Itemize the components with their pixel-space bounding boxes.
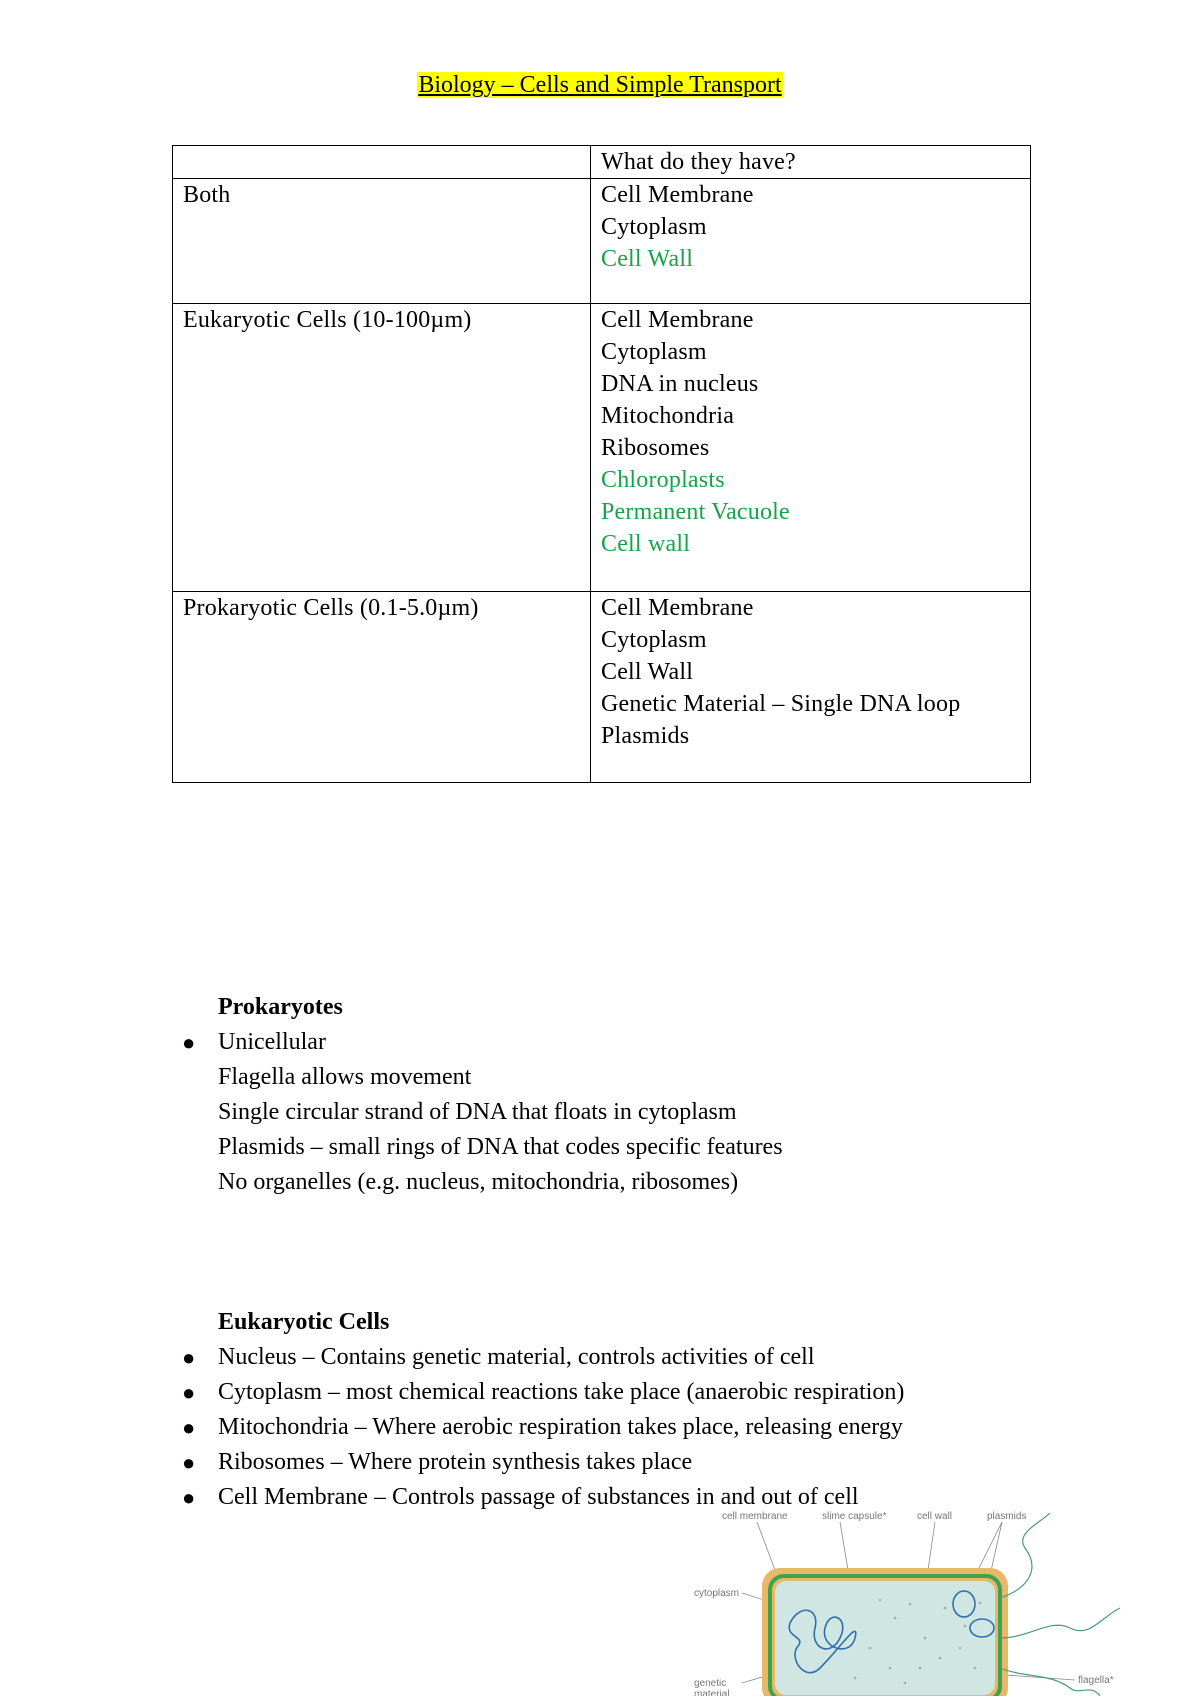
list-item [180, 1130, 783, 1165]
list-item: Permanent Vacuole [601, 499, 790, 525]
prokaryotic-cell-diagram [680, 1508, 1130, 1696]
list-item: Plasmids [601, 723, 690, 749]
list-item-text: Ribosomes – Where protein synthesis takes place [218, 1449, 693, 1475]
list-item [180, 1025, 783, 1060]
table-row [173, 304, 1031, 592]
list-item: Cell Membrane [601, 595, 754, 621]
list-item: Cell Wall [601, 246, 694, 272]
table-header-row [173, 146, 1031, 179]
bullet-icon: ● [182, 1030, 196, 1055]
bullet-icon: ● [182, 1415, 196, 1440]
label-cell-wall: cell wall [917, 1511, 953, 1522]
list-item-text: Nucleus – Contains genetic material, controls activities of cell [218, 1344, 815, 1370]
list-item [180, 1410, 904, 1445]
label-flagella: flagella* [1078, 1675, 1114, 1686]
list-item: Mitochondria [601, 403, 735, 429]
row-items-prokaryotic [591, 592, 1031, 783]
list-item-text: Plasmids – small rings of DNA that codes specific features [218, 1134, 783, 1160]
row-items-eukaryotic [591, 304, 1031, 592]
cell-comparison-table [172, 145, 1031, 783]
bullet-icon: ● [182, 1485, 196, 1510]
list-item: Cell wall [601, 531, 691, 557]
list-item [180, 1060, 783, 1095]
row-items-both [591, 179, 1031, 304]
list-item: Cytoplasm [601, 339, 707, 365]
list-item-text: Mitochondria – Where aerobic respiration takes place, releasing energy [218, 1414, 903, 1440]
label-genetic-material-2: material [694, 1689, 730, 1696]
cytoplasm-shape [775, 1581, 995, 1695]
table-row [173, 592, 1031, 783]
label-genetic-material-1: genetic [694, 1678, 727, 1689]
flagella-shapes [1000, 1513, 1120, 1696]
bullet-icon: ● [182, 1380, 196, 1405]
label-plasmids: plasmids [987, 1511, 1027, 1522]
table-row [173, 179, 1031, 304]
list-item: Cytoplasm [601, 214, 707, 240]
list-item [180, 1375, 904, 1410]
list-item: DNA in nucleus [601, 371, 759, 397]
page-title-text: Biology – Cells and Simple Transport [418, 72, 782, 98]
list-item [180, 1095, 783, 1130]
list-item: Cytoplasm [601, 627, 707, 653]
prokaryotes-section [180, 990, 783, 1200]
row-label-eukaryotic: Eukaryotic Cells (10-100µm) [173, 304, 591, 592]
row-label-prokaryotic: Prokaryotic Cells (0.1-5.0µm) [173, 592, 591, 783]
label-cell-membrane: cell membrane [722, 1511, 788, 1522]
list-item-text: Single circular strand of DNA that floats in cytoplasm [218, 1099, 737, 1125]
list-item-text: Cell Membrane – Controls passage of substances in and out of cell [218, 1484, 859, 1510]
list-item: Cell Membrane [601, 182, 754, 208]
list-item-text: Flagella allows movement [218, 1064, 472, 1090]
prokaryotes-heading: Prokaryotes [218, 994, 343, 1020]
page-title [0, 70, 1200, 100]
row-label-both: Both [173, 179, 591, 304]
eukaryotic-section [180, 1305, 904, 1515]
list-item [180, 1165, 783, 1200]
bullet-icon: ● [182, 1450, 196, 1475]
list-item [180, 1445, 904, 1480]
header-cell-empty [173, 146, 591, 179]
bullet-icon: ● [182, 1345, 196, 1370]
label-slime-capsule: slime capsule* [822, 1511, 887, 1522]
list-item-text: Cytoplasm – most chemical reactions take place (anaerobic respiration) [218, 1379, 905, 1405]
list-item-text: No organelles (e.g. nucleus, mitochondria, ribosomes) [218, 1169, 739, 1195]
label-cytoplasm: cytoplasm [694, 1588, 740, 1599]
list-item: Cell Wall [601, 659, 694, 685]
list-item [180, 1340, 904, 1375]
list-item: Ribosomes [601, 435, 710, 461]
list-item: Genetic Material – Single DNA loop [601, 691, 961, 717]
list-item: Chloroplasts [601, 467, 725, 493]
eukaryotic-heading: Eukaryotic Cells [218, 1309, 390, 1335]
list-item-text: Unicellular [218, 1029, 326, 1055]
list-item: Cell Membrane [601, 307, 754, 333]
prokaryotic-cell-svg [680, 1508, 1130, 1696]
header-cell-what-do-they-have: What do they have? [591, 146, 1031, 179]
